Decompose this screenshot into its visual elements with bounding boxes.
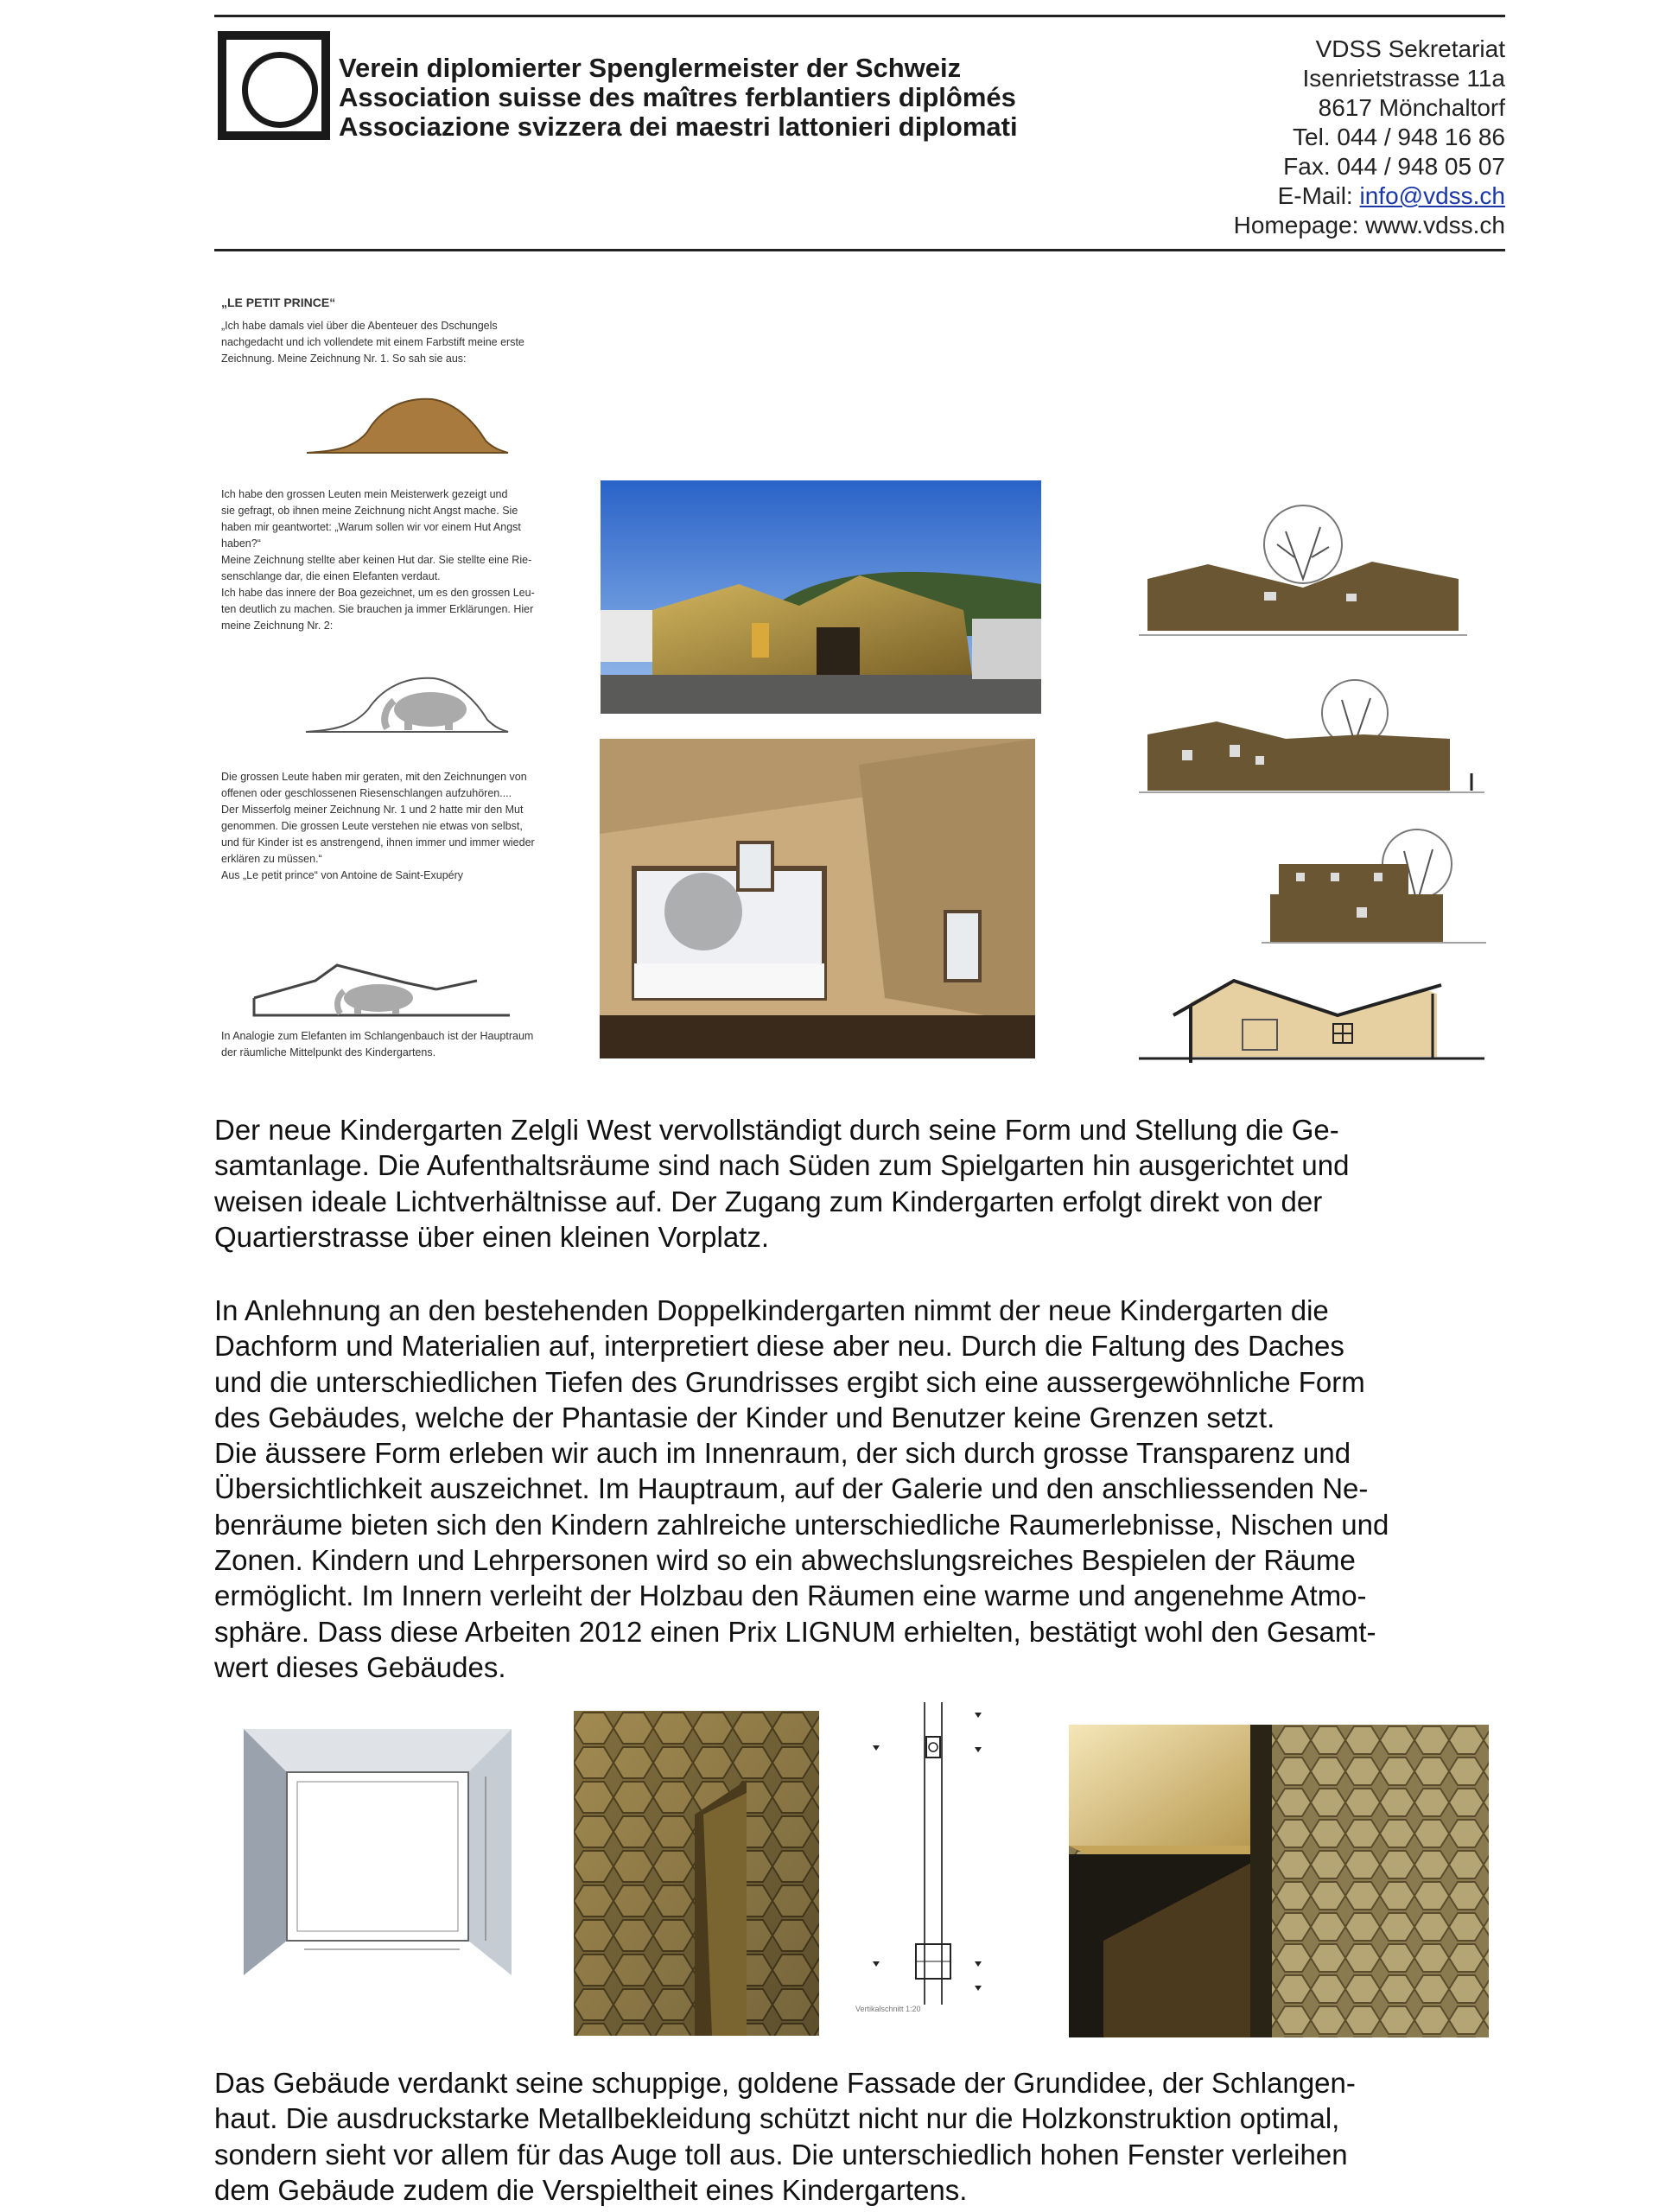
- header-bottom-rule: [214, 249, 1505, 251]
- association-name-it: Associazione svizzera dei maestri lattonieri diplomati: [339, 111, 1018, 142]
- drawing-boa-elephant: [302, 670, 510, 739]
- drawing-hat: [302, 391, 510, 460]
- association-name-fr: Association suisse des maîtres ferblantiers diplômés: [339, 82, 1016, 112]
- contact-email-line: [1234, 181, 1505, 211]
- body-paragraph-3: Das Gebäude verdankt seine schuppige, goldene Fassade der Grundidee, der Schlangen- haut. Die ausdruckstarke Metallbekleidung schützt nicht nur die Holzkonstruktion optimal, sondern sieht vor allem für das Auge toll aus. Die unterschiedlich hohen Fenster verleihen dem Gebäude zudem die Verspieltheit eines Kindergartens.: [214, 2067, 1356, 2206]
- elevation-drawing-1: [1139, 497, 1467, 652]
- contact-office: VDSS Sekretariat: [1315, 35, 1505, 62]
- photo-interior-main-room: [600, 739, 1035, 1058]
- contact-block: [1234, 35, 1505, 240]
- drawing-label: Vertikalschnitt 1:20: [855, 2005, 921, 2013]
- elevation-drawing-2: [1139, 674, 1484, 799]
- contact-fax: Fax. 044 / 948 05 07: [1283, 153, 1505, 180]
- diagram-building-section-analogy: [251, 946, 536, 1024]
- contact-tel: Tel. 044 / 948 16 86: [1293, 124, 1505, 150]
- contact-email-label: E-Mail:: [1277, 182, 1360, 209]
- contact-city: 8617 Mönchaltorf: [1318, 94, 1505, 121]
- petit-prince-quote-3: Die grossen Leute haben mir geraten, mit den Zeichnungen von offenen oder geschlossenen Riesenschlangen aufzuhören.... Der Misserfolg meiner Zeichnung Nr. 1 und 2 hatte mir den Mut genommen. Die grossen Leute verstehen nie etwas von selbst, und für Kinder ist es anstrengend, ihnen immer und immer wieder erklären zu müssen.“ Aus „Le petit prince“ von Antoine de Saint-Exupéry: [221, 771, 535, 881]
- body-paragraph-1: Der neue Kindergarten Zelgli West vervollständigt durch seine Form und Stellung die Ge- samtanlage. Die Aufenthaltsräume sind nach Süden zum Spielgarten hin ausgerichtet und weisen ideale Lichtverhältnisse auf. Der Zugang zum Kindergarten erfolgt direkt von der Quartierstrasse über einen kleinen Vorplatz.: [214, 1114, 1350, 1253]
- association-name-de: Verein diplomierter Spenglermeister der Schweiz: [339, 53, 962, 83]
- window-detail-drawing: [244, 1725, 512, 1975]
- vertical-section-drawing: [855, 1702, 1011, 2022]
- association-names: [339, 54, 1018, 142]
- petit-prince-quote-4: In Analogie zum Elefanten im Schlangenbauch ist der Hauptraum der räumliche Mittelpunkt des Kindergartens.: [221, 1030, 534, 1058]
- section-drawing: [1139, 972, 1484, 1071]
- contact-street: Isenrietstrasse 11a: [1302, 65, 1505, 92]
- photo-exterior-kindergarten: [601, 480, 1041, 714]
- photo-window-frame-shingles: [1069, 1725, 1489, 2037]
- contact-homepage: Homepage: www.vdss.ch: [1233, 212, 1505, 238]
- elevation-drawing-3: [1262, 817, 1486, 955]
- body-paragraph-2: In Anlehnung an den bestehenden Doppelkindergarten nimmt der neue Kindergarten die Dachform und Materialien auf, interpretiert diese aber neu. Durch die Faltung des Daches und die unterschiedlichen Tiefen des Grundrisses ergibt sich eine aussergewöhnliche Form des Gebäudes, welche der Phantasie der Kinder und Benutzer keine Grenzen setzt. Die äussere Form erleben wir auch im Innenraum, der sich durch grosse Transparenz und Übersichtlichkeit auszeichnet. Im Hauptraum, auf der Galerie und den anschliessenden Ne- benräume bieten sich den Kindern zahlreiche unterschiedliche Raumerlebnisse, Nischen und Zonen. Kindern und Lehrpersonen wird so ein abwechslungsreiches Bespielen der Räume ermöglicht. Im Innern verleiht der Holzbau den Räumen eine warme und angenehme Atmo- sphäre. Dass diese Arbeiten 2012 einen Prix LIGNUM erhielten, bestätigt wohl den Gesamt- wert dieses Gebäudes.: [214, 1294, 1389, 1683]
- petit-prince-quote-2: Ich habe den grossen Leuten mein Meisterwerk gezeigt und sie gefragt, ob ihnen meine Zeichnung nicht Angst mache. Sie haben mir geantwortet: „Warum sollen wir vor einem Hut Angst haben?“ Meine Zeichnung stellte aber keinen Hut dar. Sie stellte eine Rie- senschlange dar, die einen Elefanten verdaut. Ich habe das innere der Boa gezeichnet, um es den grossen Leu- ten deutlich zu machen. Sie brauchen ja immer Erklärungen. Hier meine Zeichnung Nr. 2:: [221, 488, 535, 632]
- email-link[interactable]: info@vdss.ch: [1359, 182, 1505, 209]
- petit-prince-title: „LE PETIT PRINCE“: [221, 296, 336, 309]
- header-top-rule: [214, 15, 1505, 17]
- photo-facade-shingle-corner: [574, 1711, 819, 2036]
- petit-prince-quote-1: „Ich habe damals viel über die Abenteuer des Dschungels nachgedacht und ich vollendete mit einem Farbstift meine erste Zeichnung. Meine Zeichnung Nr. 1. So sah sie aus:: [221, 320, 524, 365]
- vdss-logo: [218, 31, 330, 140]
